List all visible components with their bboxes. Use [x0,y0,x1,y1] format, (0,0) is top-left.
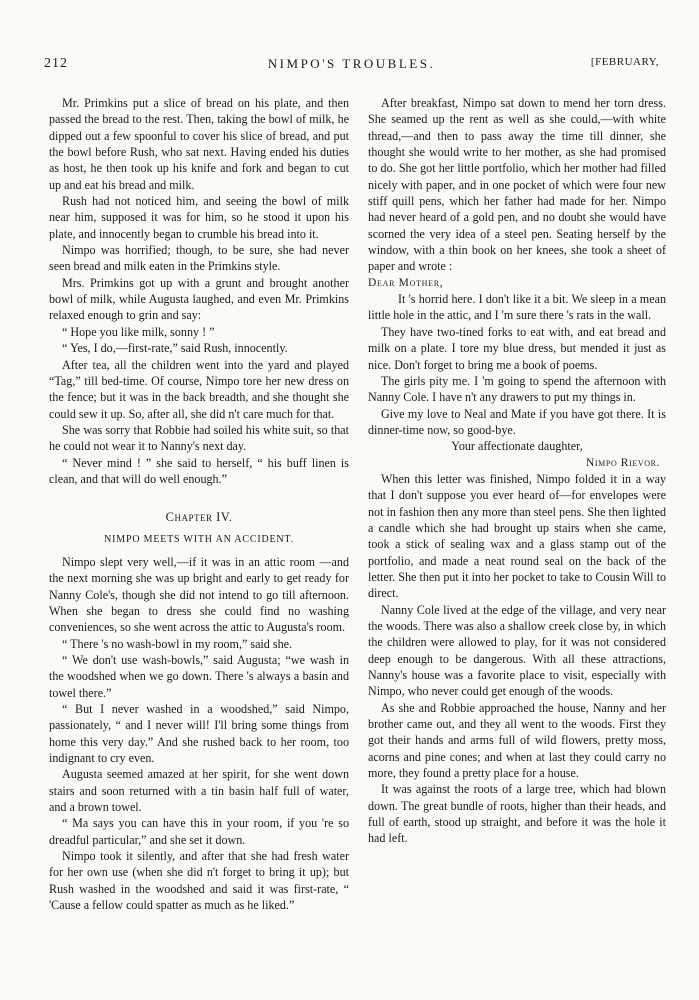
paragraph: “ Never mind ! ” she said to herself, “ his buff linen is clean, and that will do well enough.” [49,455,349,486]
paragraph: As she and Robbie approached the house, Nanny and her brother came out, and they all went to the woods. First they got their hands and arms full of wild flowers, pretty moss, acorns and pine cones; and when at last they could carry no more, they found a pretty place for a house. [368,700,666,781]
paragraph: Nanny Cole lived at the edge of the village, and very near the woods. There was also a shallow creek close by, in which the children were allowed to play, for it was not considered deep enough to be dangerous. With all these attractions, Nanny's house was a favorite place to visit, especially with Nimpo, who never could get enough of the woods. [368,602,666,699]
paragraph: Rush had not noticed him, and seeing the bowl of milk near him, supposed it was for him, so he stood it upon his plate, and innocently began to crumble his bread into it. [49,194,349,241]
letter-signature: Nimpo Rievor. [586,456,660,469]
paragraph: Nimpo slept very well,—if it was in an attic room —and the next morning she was up bright and early to get ready for Nanny Cole's, though she did not intend to go till afternoon. When she began to dress she could find no washing conveniences, so she went across the attic to Augusta's room. [49,554,349,635]
paragraph: Mrs. Primkins got up with a grunt and brought another bowl of milk, while Augusta laughed, and even Mr. Primkins relaxed enough to grin and say: [49,275,349,323]
paragraph: “ Hope you like milk, sonny ! ” [62,324,215,339]
paragraph: “ Yes, I do,—first-rate,” said Rush, innocently. [62,341,288,356]
left-column [49,95,349,914]
letter-salutation: Dear Mother, [368,276,444,289]
chapter-heading: Chapter IV. [165,510,233,525]
running-month: [FEBRUARY, [590,56,659,68]
right-column [368,95,666,847]
paragraph: “ There 's no wash-bowl in my room,” said she. [62,636,293,651]
letter-closing: Your affectionate daughter, [451,439,583,454]
letter-line: The girls pity me. I 'm going to spend the afternoon with Nanny Cole. I have n't any drawers to put my things in. [368,373,666,405]
running-header [44,56,659,76]
paragraph: Augusta seemed amazed at her spirit, for she went down stairs and soon returned with a tin basin half full of water, and a brown towel. [49,767,349,815]
letter-line: They have two-tined forks to eat with, and eat bread and milk on a plate. I tore my blue dress, but mended it just as nice. Don't forget to bring me a book of poems. [368,324,666,372]
paragraph: When this letter was finished, Nimpo folded it in a way that I don't suppose you ever heard of—for envelopes were not in fashion then any more than steel pens. She then lighted a candle which she had brought up stairs when she came, took a stick of sealing wax and a glass stamp out of the portfolio, and made a neat round seal on the back of the letter. She then put it into her pocket to take to Cousin Will to direct. [368,471,666,601]
running-title: NIMPO'S TROUBLES. [267,56,436,71]
letter-line: Give my love to Neal and Mate if you have got there. It is dinner-time now, so good-bye. [368,406,666,437]
paragraph: She was sorry that Robbie had soiled his white suit, so that he could not wear it to Nanny's next day. [49,422,349,454]
paragraph: It was against the roots of a large tree, which had blown down. The great bundle of roots, higher than their heads, and full of earth, stood up straight, and before it was the hole it had left. [368,782,666,846]
chapter-subtitle: NIMPO MEETS WITH AN ACCIDENT. [104,533,294,545]
paragraph: “ Ma says you can have this in your room, if you 're so dreadful particular,” and she set it down. [49,816,349,847]
letter-line: It 's horrid here. I don't like it a bit. We sleep in a mean little hole in the attic, and I 'm sure there 's rats in the wall. [368,292,666,323]
paragraph: “ But I never washed in a woodshed,” said Nimpo, passionately, “ and I never will! I'll bring some things from home this very day.” And she rushed back to her room, too indignant to cry even. [49,702,349,766]
page-number: 212 [44,56,68,71]
paragraph: Mr. Primkins put a slice of bread on his plate, and then passed the bread to the rest. Then, taking the bowl of milk, he dipped out a few spoonful to cover his slice of bread, and put the bowl before Rush, who sat next. Having ended his duties as host, he then took up his knife and fork and began to cut up and eat his bread and milk. [49,96,349,192]
paragraph: After breakfast, Nimpo sat down to mend her torn dress. She seamed up the rent as well as she could,—with white thread,—and then to pass away the time till dinner, she thought she would write to her mother, as she had promised to do. She got her little portfolio, which her mother had filled nicely with paper, and in one pocket of which were four new stiff quill pens, which her father had made for her. Nimpo had never heard of a gold pen, and no doubt she would have scorned the very idea of a steel pen. Seating herself by the window, with a thin book on her knees, she took a sheet of paper and wrote : [368,96,666,274]
paragraph: After tea, all the children went into the yard and played “Tag,” till bed-time. Of course, Nimpo tore her new dress on the fence; but it was in the back breadth, and she thought she could sew it up. So, after all, she did n't care much for that. [49,357,349,421]
paragraph: “ We don't use wash-bowls,” said Augusta; “we wash in the woodshed when we go down. There 's always a basin and towel there.” [49,653,349,700]
paragraph: Nimpo was horrified; though, to be sure, she had never seen bread and milk eaten in the Primkins style. [49,243,349,274]
paragraph: Nimpo took it silently, and after that she had fresh water for her own use (when she did n't forget to bring it up); but Rush washed in the woodshed and said it was first-rate, “ 'Cause a fellow could spatter as much as he liked.” [49,849,349,913]
